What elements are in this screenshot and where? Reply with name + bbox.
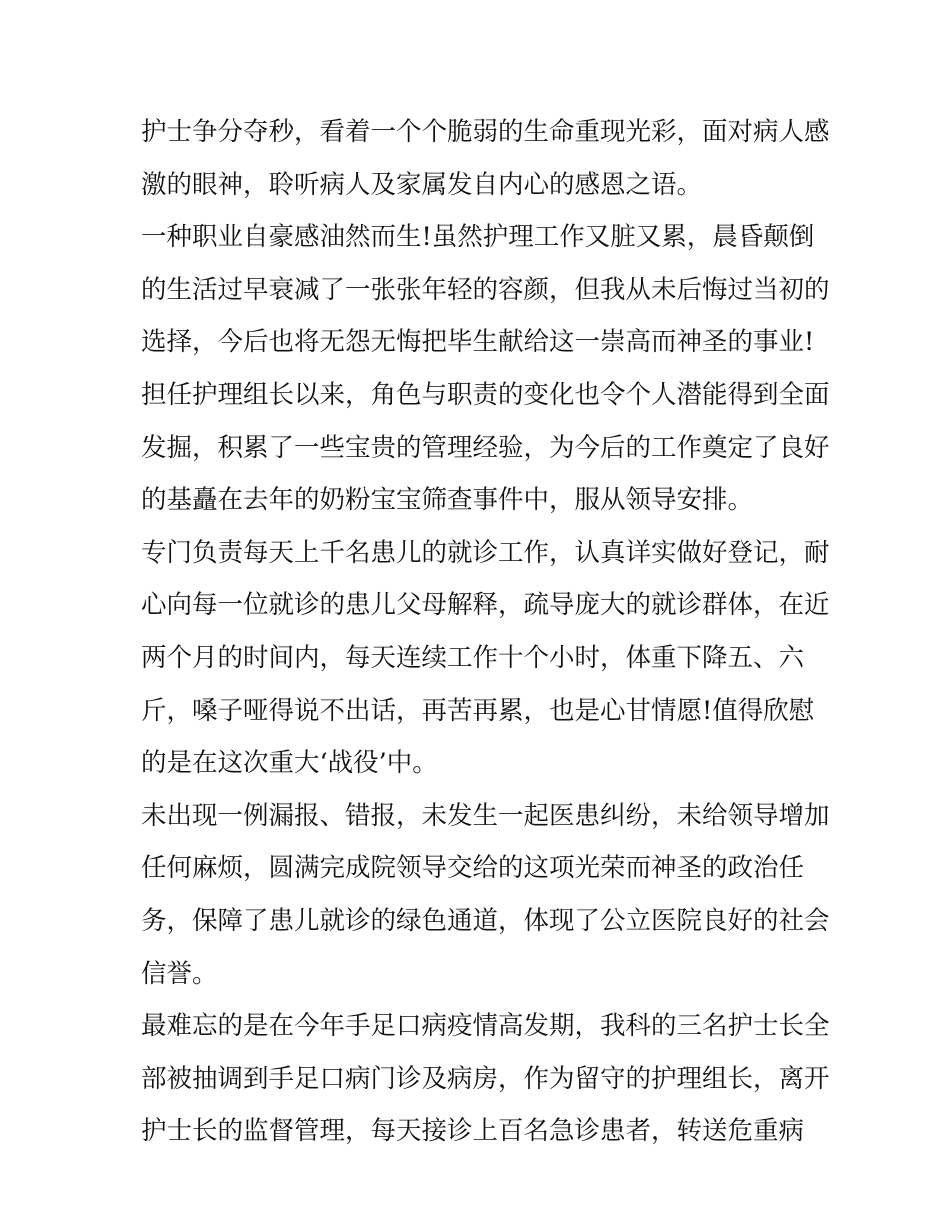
- text-line: 务，保障了患儿就诊的绿色通道，体现了公立医院良好的社会: [141, 905, 830, 936]
- text-line: 护士长的监督管理，每天接诊上百名急诊患者，转送危重病: [141, 1116, 805, 1147]
- text-line: 的生活过早衰减了一张张年轻的容颜，但我从未后悔过当初的: [141, 274, 830, 305]
- text-line: 未出现一例漏报、错报，未发生一起医患纠纷，未给领导增加: [141, 800, 830, 831]
- text-line: 斤，嗓子哑得说不出话，再苦再累，也是心甘情愿!值得欣慰: [141, 695, 815, 726]
- text-line: 专门负责每天上千名患儿的就诊工作，认真详实做好登记，耐: [141, 537, 830, 568]
- text-line: 最难忘的是在今年手足口病疫情高发期，我科的三名护士长全: [141, 1011, 830, 1042]
- text-line: 两个月的时间内，每天连续工作十个小时，体重下降五、六: [141, 642, 805, 673]
- text-line: 选择，今后也将无怨无悔把毕生献给这一崇高而神圣的事业!: [141, 327, 815, 358]
- body-text: [141, 106, 830, 1158]
- text-line: 信誉。: [141, 958, 218, 989]
- text-line: 的是在这次重大‘战役’中。: [141, 748, 438, 779]
- text-line: 护士争分夺秒，看着一个个脆弱的生命重现光彩，面对病人感: [141, 117, 830, 147]
- text-line: 部被抽调到手足口病门诊及病房，作为留守的护理组长，离开: [141, 1063, 830, 1094]
- text-line: 激的眼神，聆听病人及家属发自内心的感恩之语。: [141, 169, 703, 200]
- text-line: 发掘，积累了一些宝贵的管理经验，为今后的工作奠定了良好: [141, 432, 830, 463]
- text-line: 一种职业自豪感油然而生!虽然护理工作又脏又累，晨昏颠倒: [141, 222, 815, 253]
- text-line: 任何麻烦，圆满完成院领导交给的这项光荣而神圣的政治任: [141, 853, 805, 884]
- text-line: 心向每一位就诊的患儿父母解释，疏导庞大的就诊群体，在近: [141, 590, 830, 621]
- text-line: 的基矗在去年的奶粉宝宝筛查事件中，服从领导安排。: [141, 485, 754, 516]
- text-line: 担任护理组长以来，角色与职责的变化也令个人潜能得到全面: [141, 379, 830, 410]
